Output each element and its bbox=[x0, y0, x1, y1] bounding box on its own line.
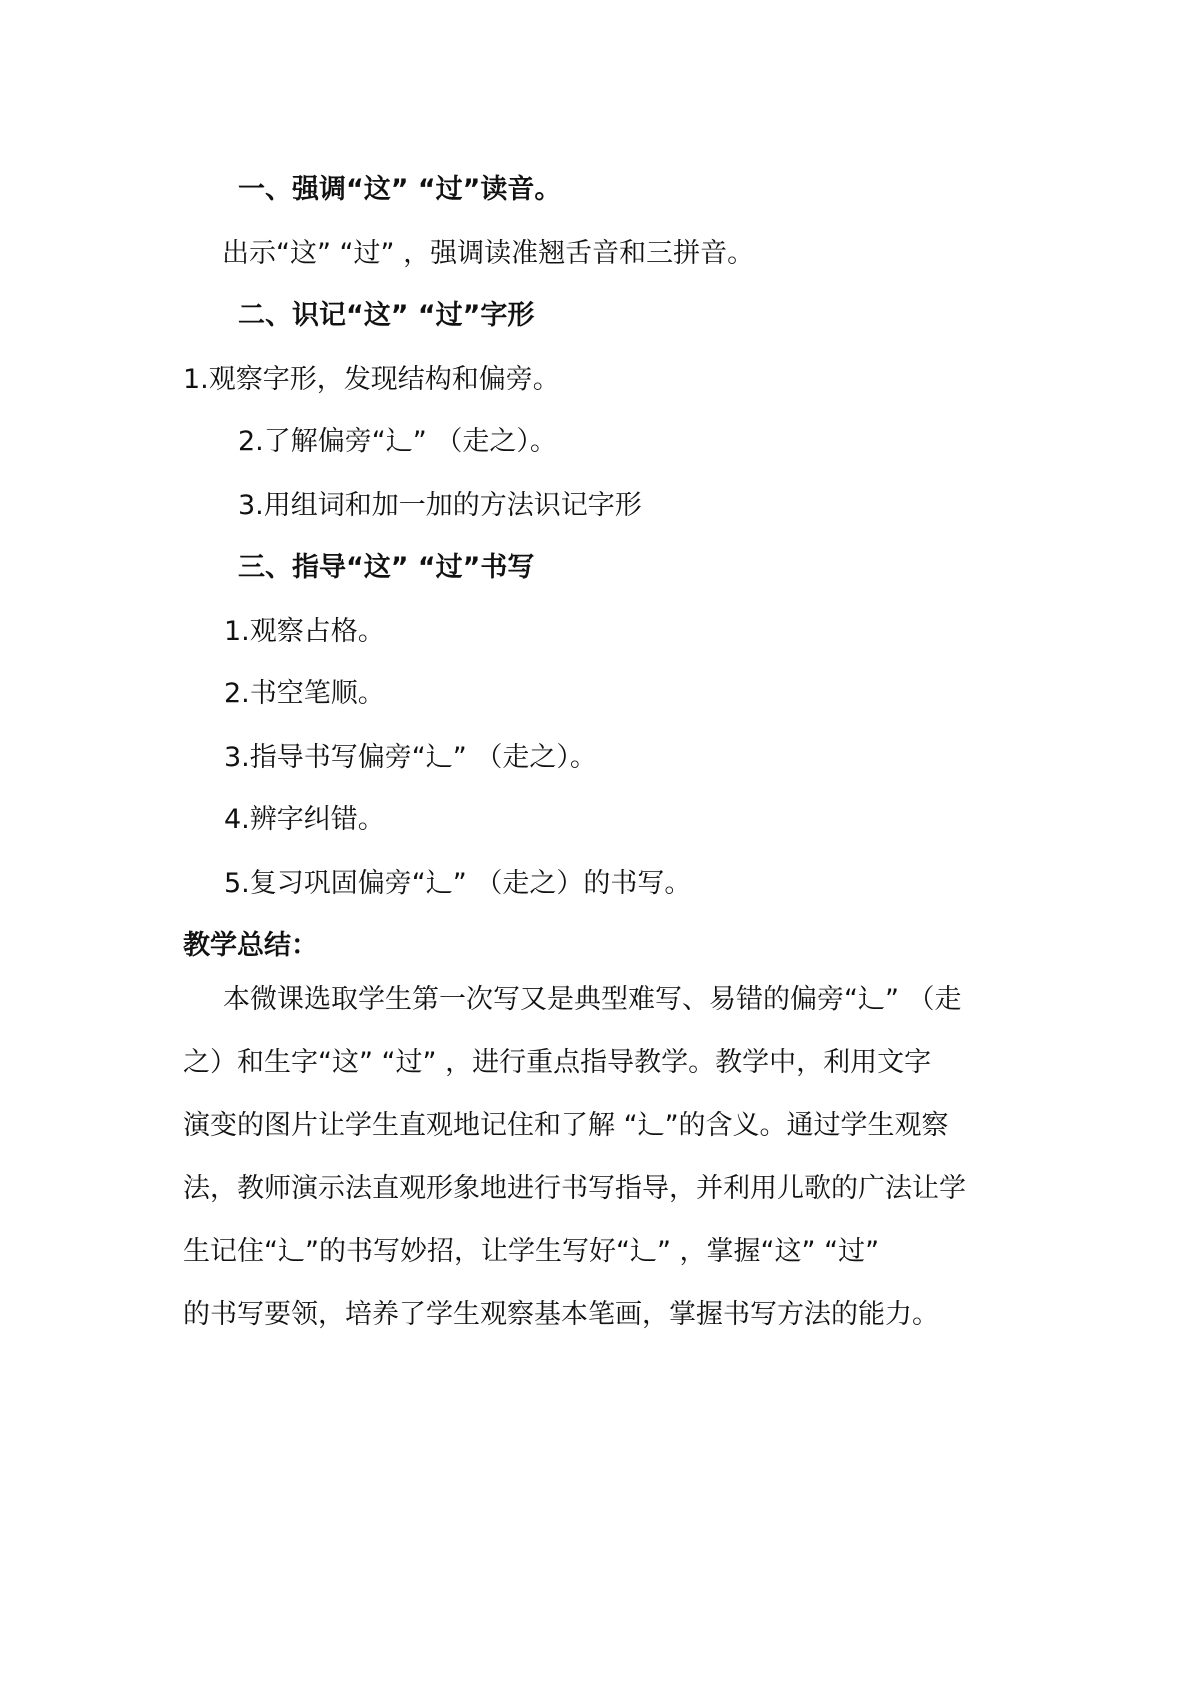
summary-line-5: 生记住“辶”的书写妙招，让学生写好“辶” ，掌握“这” “过” bbox=[183, 1236, 880, 1267]
section-3-item-2: 2.书空笔顺。 bbox=[224, 678, 385, 709]
section-2-item-2: 2.了解偏旁“辶” （走之）。 bbox=[238, 426, 557, 457]
summary-line-1: 本微课选取学生第一次写又是典型难写、易错的偏旁“辶” （走 bbox=[223, 984, 962, 1015]
section-1-heading: 一、强调“这” “过”读音。 bbox=[238, 174, 562, 205]
section-2-heading: 二、识记“这” “过”字形 bbox=[238, 300, 535, 331]
section-3-heading: 三、指导“这” “过”书写 bbox=[238, 552, 535, 583]
summary-line-6: 的书写要领，培养了学生观察基本笔画，掌握书写方法的能力。 bbox=[183, 1299, 939, 1330]
section-3-item-5: 5.复习巩固偏旁“辶” （走之）的书写。 bbox=[224, 868, 692, 899]
section-2-item-1: 1.观察字形，发现结构和偏旁。 bbox=[183, 364, 560, 395]
summary-line-2: 之）和生字“这” “过” ，进行重点指导教学。教学中，利用文字 bbox=[183, 1047, 932, 1078]
summary-heading: 教学总结： bbox=[183, 930, 318, 961]
summary-line-3: 演变的图片让学生直观地记住和了解 “辶”的含义。通过学生观察 bbox=[183, 1110, 949, 1141]
summary-paragraph bbox=[183, 982, 1023, 1360]
section-1-body: 出示“这” “过” ，强调读准翘舌音和三拼音。 bbox=[222, 238, 755, 269]
section-2-item-3: 3.用组词和加一加的方法识记字形 bbox=[238, 490, 642, 521]
section-3-item-3: 3.指导书写偏旁“辶” （走之）。 bbox=[224, 742, 597, 773]
section-3-item-1: 1.观察占格。 bbox=[224, 616, 385, 647]
section-3-item-4: 4.辨字纠错。 bbox=[224, 804, 385, 835]
summary-line-4: 法，教师演示法直观形象地进行书写指导，并利用儿歌的广法让学 bbox=[183, 1173, 966, 1204]
